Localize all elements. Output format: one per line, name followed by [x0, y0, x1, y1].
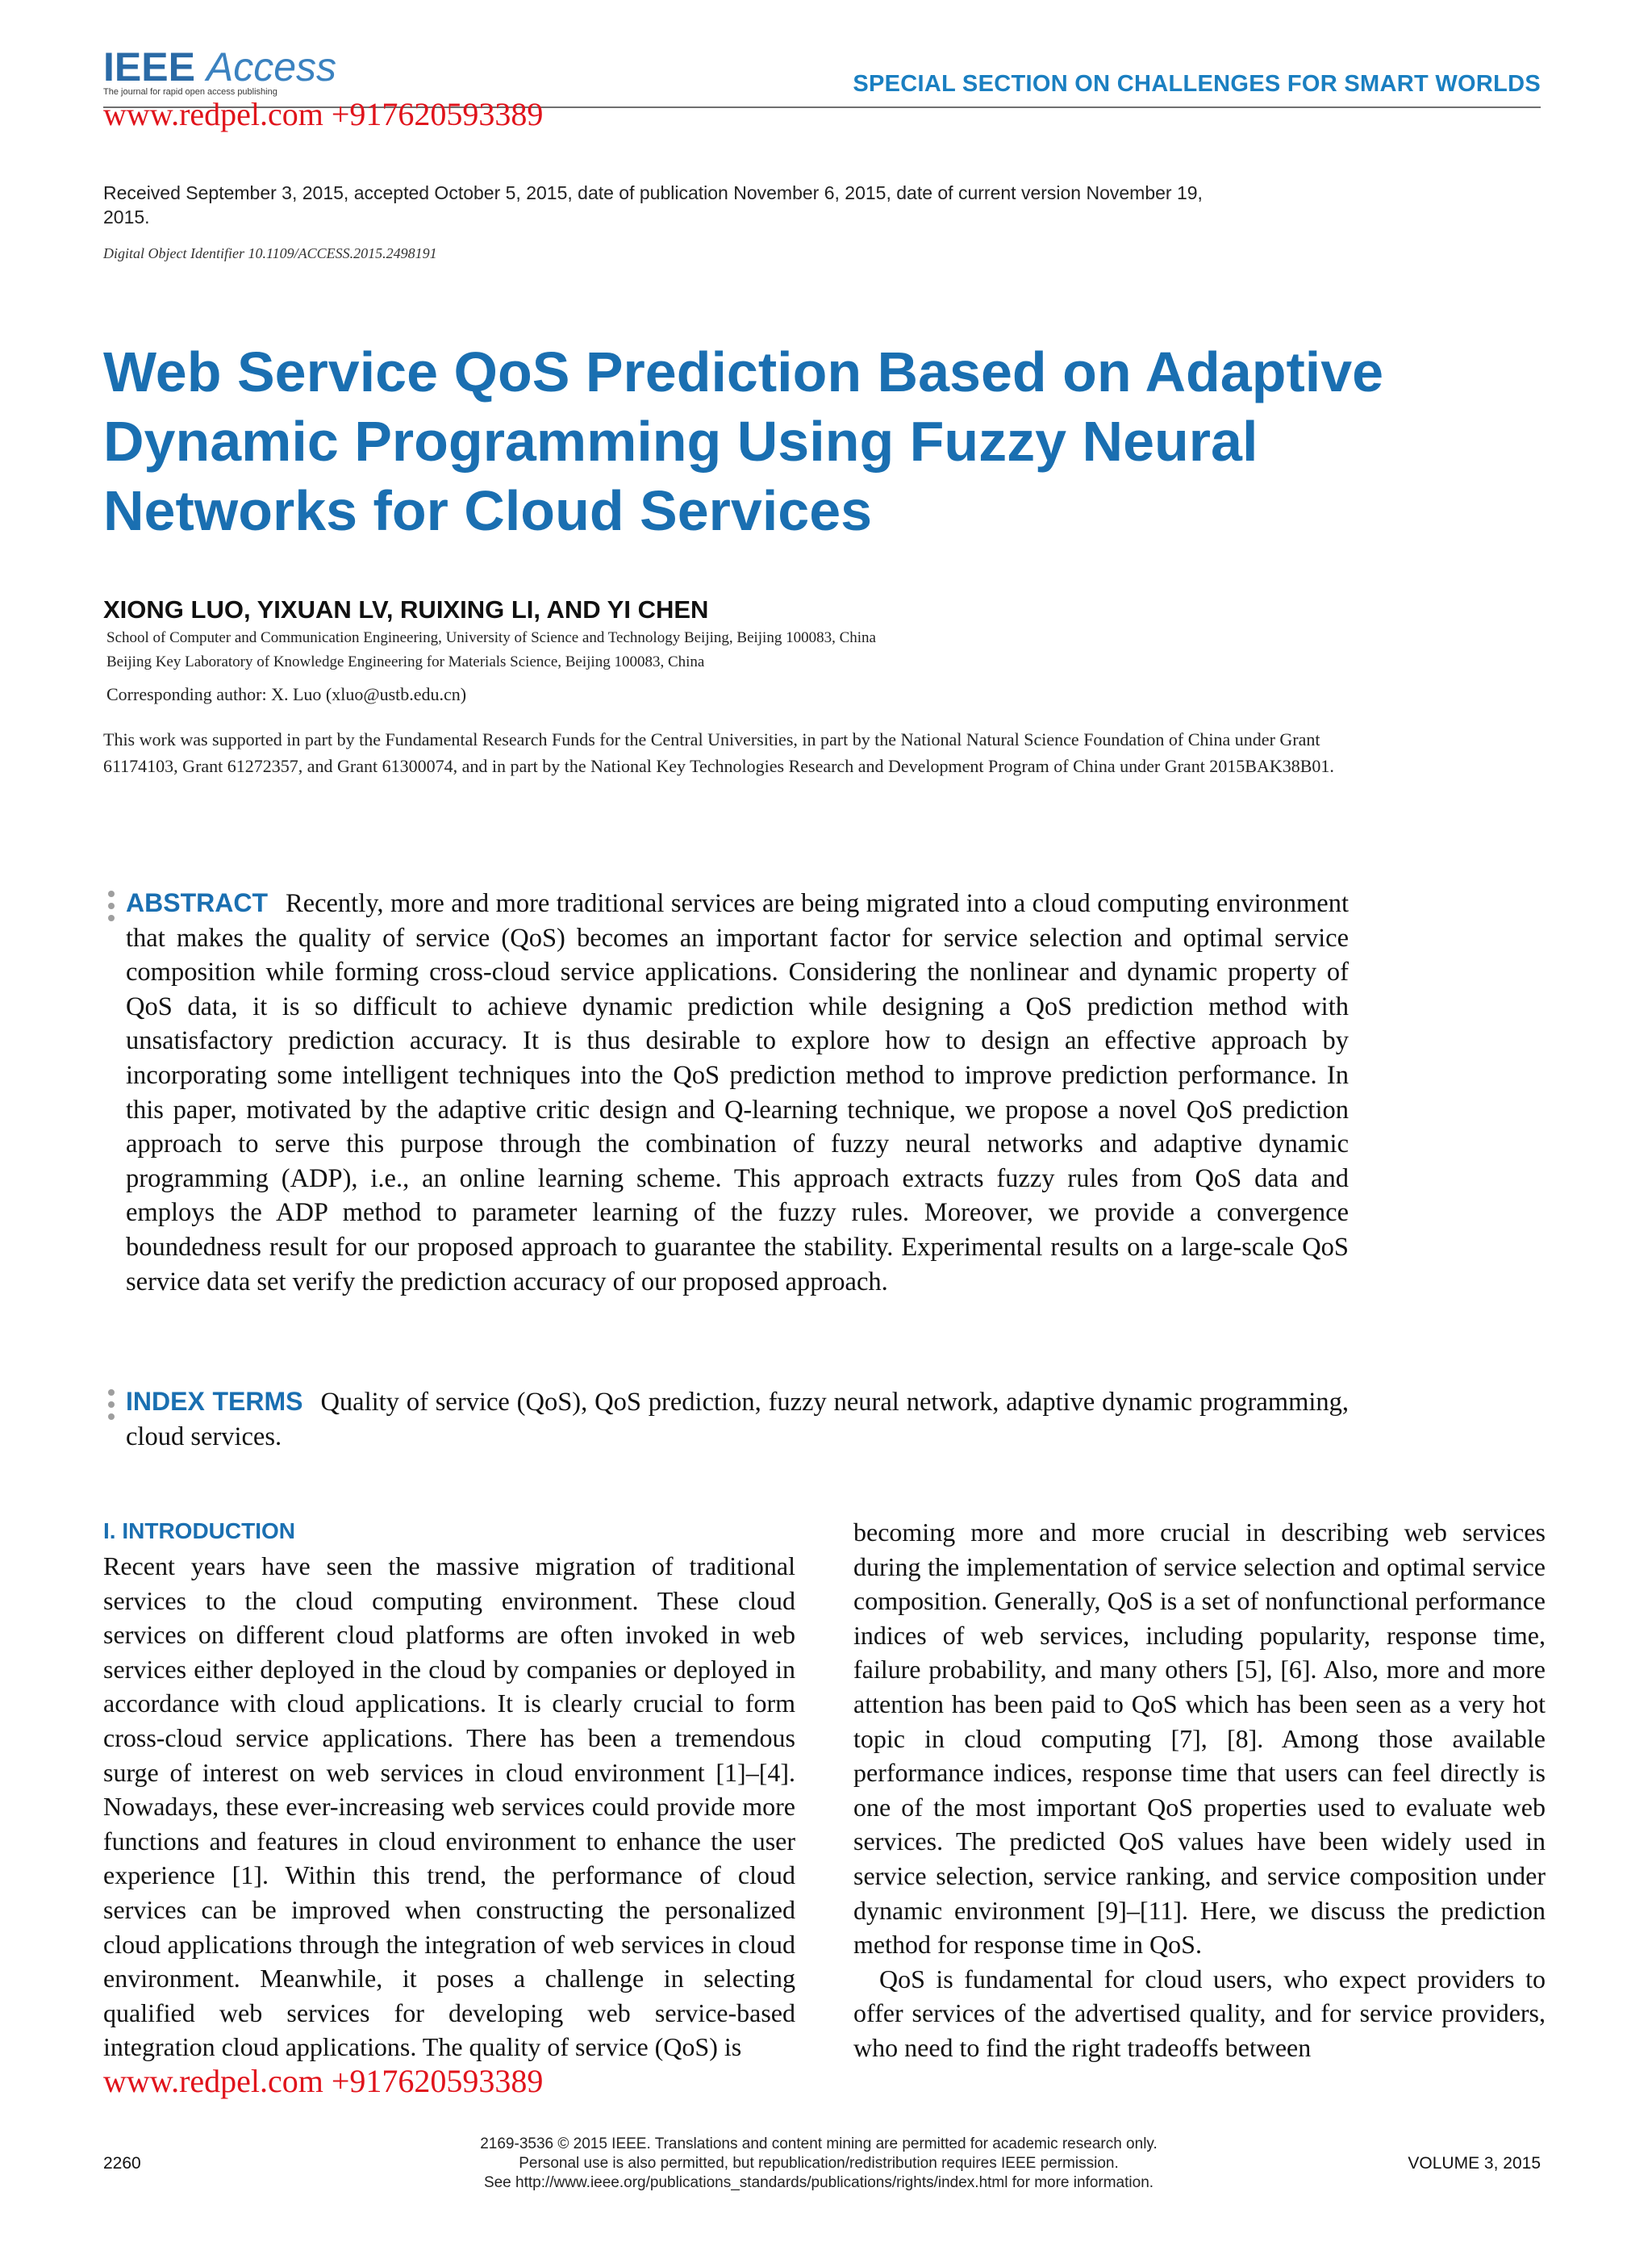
logo-access: Access	[206, 44, 337, 90]
body-column-left	[103, 1515, 795, 2064]
intro-paragraph-2: QoS is fundamental for cloud users, who expect providers to offer services of the advertised quality, and for service providers, who need to find the right tradeoffs between	[853, 1964, 1546, 2062]
logo-ieee: IEEE	[103, 44, 195, 90]
special-section-label: SPECIAL SECTION ON CHALLENGES FOR SMART WORLDS	[853, 71, 1541, 97]
intro-paragraph-1-continued: becoming more and more crucial in describing web services during the implementation of service selection and optimal service composition. Generally, QoS is a set of nonfunctional performance indices of web services, including popularity, response time, failure probability, and many others [5], [6]. Also, more and more attention has been paid to QoS which has been seen as a very hot topic in cloud computing [7], [8]. Among those available performance indices, response time that users can feel directly is one of the most important QoS properties used to evaluate web services. The predicted QoS values have been widely used in service selection, service ranking, and service composition under dynamic environment [9]–[11]. Here, we discuss the prediction method for response time in QoS.	[853, 1518, 1546, 1960]
copyright-line-1: 2169-3536 © 2015 IEEE. Translations and content mining are permitted for academic research only.	[480, 2135, 1158, 2152]
logo-wordmark	[103, 45, 336, 89]
section-heading: I. INTRODUCTION	[103, 1518, 295, 1543]
index-terms-label: INDEX TERMS	[126, 1387, 303, 1416]
affiliation-2: Beijing Key Laboratory of Knowledge Engineering for Materials Science, Beijing 100083, China	[106, 653, 705, 670]
bullet-dots-icon	[108, 1389, 115, 1426]
journal-logo	[103, 45, 336, 97]
body-column-right	[853, 1515, 1546, 2065]
abstract	[126, 886, 1349, 1299]
index-terms-text: Quality of service (QoS), QoS prediction, fuzzy neural network, adaptive dynamic programming, cloud services.	[126, 1388, 1350, 1451]
watermark-bottom: www.redpel.com +917620593389	[103, 2063, 544, 2099]
corresponding-author: Corresponding author: X. Luo (xluo@ustb.edu.cn)	[106, 684, 467, 704]
doi: Digital Object Identifier 10.1109/ACCESS.2015.2498191	[103, 245, 437, 261]
copyright-note	[355, 2135, 1283, 2193]
paper-title: Web Service QoS Prediction Based on Adaptive Dynamic Programming Using Fuzzy Neural Networks for Cloud Services	[103, 340, 1384, 542]
page-number: 2260	[103, 2154, 141, 2173]
index-terms	[126, 1384, 1349, 1454]
volume-label: VOLUME 3, 2015	[1408, 2154, 1541, 2173]
intro-paragraph-1: Recent years have seen the massive migration of traditional services to the cloud computing environment. These cloud services on different cloud platforms are often invoked in web services either deployed in the cloud by companies or deployed in accordance with cloud applications. It is clearly crucial to form cross-cloud service applications. There has been a tremendous surge of interest on web services in cloud environment [1]–[4]. Nowadays, these ever-increasing web services could provide more functions and features in cloud environment to enhance the user experience [1]. Within this trend, the performance of cloud services can be improved when constructing the personalized cloud applications through the integration of web services in cloud environment. Meanwhile, it poses a challenge in selecting qualified web services for developing web service-based integration cloud applications. The quality of service (QoS) is	[103, 1551, 795, 2062]
affiliation-1: School of Computer and Communication Engineering, University of Science and Technology Beijing, Beijing 100083, China	[106, 629, 876, 646]
copyright-line-2: Personal use is also permitted, but republication/redistribution requires IEEE permission.	[519, 2155, 1119, 2172]
logo-tagline: The journal for rapid open access publishing	[103, 87, 277, 97]
author-list: XIONG LUO, YIXUAN LV, RUIXING LI, AND YI CHEN	[103, 595, 709, 624]
received-dates: Received September 3, 2015, accepted October 5, 2015, date of publication November 6, 2015, date of current version November 19, 2015.	[103, 182, 1203, 228]
funding-note: This work was supported in part by the Fundamental Research Funds for the Central Universities, in part by the National Natural Science Foundation of China under Grant 61174103, Grant 61272357, and Grant 61300074, and in part by the National Key Technologies Research and Development Program of China under Grant 2015BAK38B01.	[103, 729, 1334, 776]
abstract-text: Recently, more and more traditional services are being migrated into a cloud computing environment that makes the quality of service (QoS) becomes an important factor for service selection and optimal service composition while forming cross-cloud service applications. Considering the nonlinear and dynamic property of QoS data, it is so difficult to achieve dynamic prediction while designing a QoS prediction method with unsatisfactory prediction accuracy. It is thus desirable to explore how to design an effective approach by incorporating some intelligent techniques into the QoS prediction method to improve prediction performance. In this paper, motivated by the adaptive critic design and Q-learning technique, we propose a novel QoS prediction approach to serve this purpose through the combination of fuzzy neural networks and adaptive dynamic programming (ADP), i.e., an online learning scheme. This approach extracts fuzzy rules from QoS data and employs the ADP method to parameter learning of the fuzzy rules. Moreover, we provide a convergence boundedness result for our proposed approach to guarantee the stability. Experimental results on a large-scale QoS service data set verify the prediction accuracy of our proposed approach.	[126, 889, 1349, 1296]
bullet-dots-icon	[108, 891, 115, 927]
abstract-label: ABSTRACT	[126, 888, 268, 917]
copyright-line-3: See http://www.ieee.org/publications_standards/publications/rights/index.html for more information.	[483, 2174, 1154, 2191]
watermark-top: www.redpel.com +917620593389	[103, 96, 544, 132]
